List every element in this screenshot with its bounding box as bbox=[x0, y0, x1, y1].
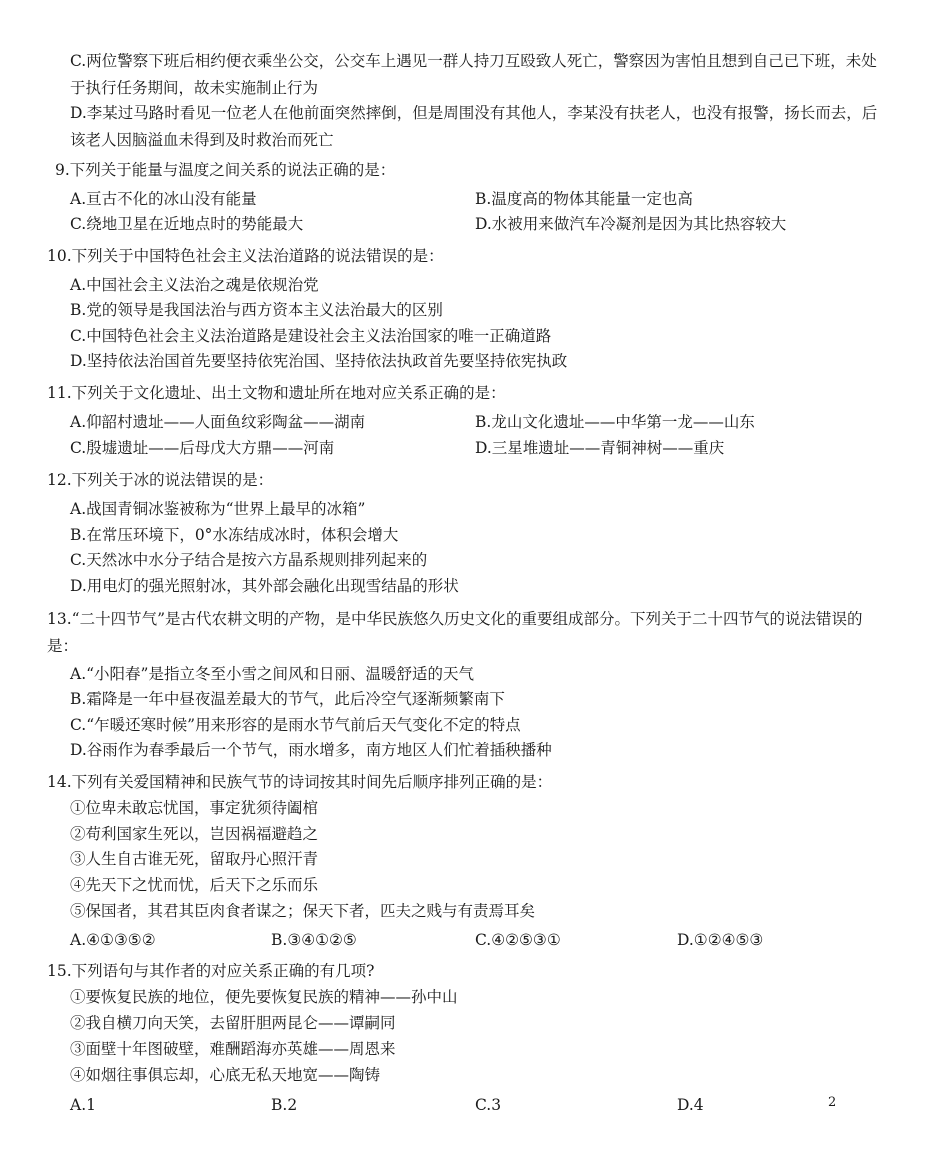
q13-option-b: B.霜降是一年中昼夜温差最大的节气，此后冷空气逐渐频繁南下 bbox=[70, 690, 505, 708]
q15-option-c: C.3 bbox=[475, 1096, 502, 1114]
q12-stem: 12.下列关于冰的说法错误的是： bbox=[47, 471, 274, 489]
q9-stem: 9.下列关于能量与温度之间关系的说法正确的是： bbox=[55, 161, 396, 179]
q14-stem: 14.下列有关爱国精神和民族气节的诗词按其时间先后顺序排列正确的是： bbox=[47, 773, 553, 791]
page-number: 2 bbox=[828, 1095, 837, 1110]
q14-item-5: ⑤保国者，其君其臣肉食者谋之；保天下者，匹夫之贱与有责焉耳矣 bbox=[70, 902, 536, 920]
q15-item-4: ④如烟往事俱忘却，心底无私天地宽——陶铸 bbox=[70, 1066, 381, 1084]
q8-option-d: D.李某过马路时看见一位老人在他前面突然摔倒，但是周围没有其他人，李某没有扶老人，也没有报警，扬长而去，后该老人因脑溢血未得到及时救治而死亡 bbox=[70, 104, 878, 149]
q13-option-c: C.“乍暖还寒时候”用来形容的是雨水节气前后天气变化不定的特点 bbox=[70, 716, 521, 734]
q9-option-d: D.水被用来做汽车冷凝剂是因为其比热容较大 bbox=[475, 215, 787, 233]
q10-option-d: D.坚持依法治国首先要坚持依宪治国、坚持依法执政首先要坚持依宪执政 bbox=[70, 352, 568, 370]
q15-item-2: ②我自横刀向天笑，去留肝胆两昆仑——谭嗣同 bbox=[70, 1014, 396, 1032]
q14-option-b: B.③④①②⑤ bbox=[271, 931, 357, 949]
q14-item-1: ①位卑未敢忘忧国，事定犹须待阖棺 bbox=[70, 799, 319, 817]
q10-option-b: B.党的领导是我国法治与西方资本主义法治最大的区别 bbox=[70, 301, 443, 319]
q14-item-3: ③人生自古谁无死，留取丹心照汗青 bbox=[70, 850, 319, 868]
q15-item-1: ①要恢复民族的地位，便先要恢复民族的精神——孙中山 bbox=[70, 988, 458, 1006]
q9-option-c: C.绕地卫星在近地点时的势能最大 bbox=[70, 215, 304, 233]
q14-item-2: ②苟利国家生死以，岂因祸福避趋之 bbox=[70, 825, 319, 843]
q9-option-b: B.温度高的物体其能量一定也高 bbox=[475, 190, 693, 208]
q15-option-b: B.2 bbox=[271, 1096, 298, 1114]
q13-option-d: D.谷雨作为春季最后一个节气，雨水增多，南方地区人们忙着插秧播种 bbox=[70, 741, 552, 759]
q10-option-a: A.中国社会主义法治之魂是依规治党 bbox=[70, 276, 319, 294]
q11-option-c: C.殷墟遗址——后母戊大方鼎——河南 bbox=[70, 439, 335, 457]
q15-option-d: D.4 bbox=[677, 1096, 704, 1114]
q14-item-4: ④先天下之忧而忧，后天下之乐而乐 bbox=[70, 876, 319, 894]
q13-option-a: A.“小阳春”是指立冬至小雪之间风和日丽、温暖舒适的天气 bbox=[70, 665, 474, 683]
q11-option-a: A.仰韶村遗址——人面鱼纹彩陶盆——湖南 bbox=[70, 413, 366, 431]
q10-option-c: C.中国特色社会主义法治道路是建设社会主义法治国家的唯一正确道路 bbox=[70, 327, 552, 345]
q8-option-c: C.两位警察下班后相约便衣乘坐公交，公交车上遇见一群人持刀互殴致人死亡，警察因为害怕且想到自己已下班，未处于执行任务期间，故未实施制止行为 bbox=[70, 52, 877, 97]
q12-option-c: C.天然冰中水分子结合是按六方晶系规则排列起来的 bbox=[70, 551, 428, 569]
q10-stem: 10.下列关于中国特色社会主义法治道路的说法错误的是： bbox=[47, 247, 444, 265]
q15-option-a: A.1 bbox=[70, 1096, 96, 1114]
q9-option-a: A.亘古不化的冰山没有能量 bbox=[70, 190, 257, 208]
q14-option-d: D.①②④⑤③ bbox=[677, 931, 764, 949]
q12-option-b: B.在常压环境下，0°水冻结成冰时，体积会增大 bbox=[70, 526, 399, 544]
q15-item-3: ③面壁十年图破壁，难酬蹈海亦英雄——周恩来 bbox=[70, 1040, 396, 1058]
q11-stem: 11.下列关于文化遗址、出土文物和遗址所在地对应关系正确的是： bbox=[47, 384, 506, 402]
q11-option-b: B.龙山文化遗址——中华第一龙——山东 bbox=[475, 413, 755, 431]
q11-option-d: D.三星堆遗址——青铜神树——重庆 bbox=[475, 439, 725, 457]
q12-option-d: D.用电灯的强光照射冰，其外部会融化出现雪结晶的形状 bbox=[70, 577, 459, 595]
q14-option-a: A.④①③⑤② bbox=[70, 931, 156, 949]
q15-stem: 15.下列语句与其作者的对应关系正确的有几项? bbox=[47, 962, 375, 980]
q13-stem: 13.“二十四节气”是古代农耕文明的产物，是中华民族悠久历史文化的重要组成部分。下列关于二十四节气的说法错误的是： bbox=[47, 610, 863, 655]
q12-option-a: A.战国青铜冰鉴被称为“世界上最早的冰箱” bbox=[70, 500, 366, 518]
q14-option-c: C.④②⑤③① bbox=[475, 931, 561, 949]
